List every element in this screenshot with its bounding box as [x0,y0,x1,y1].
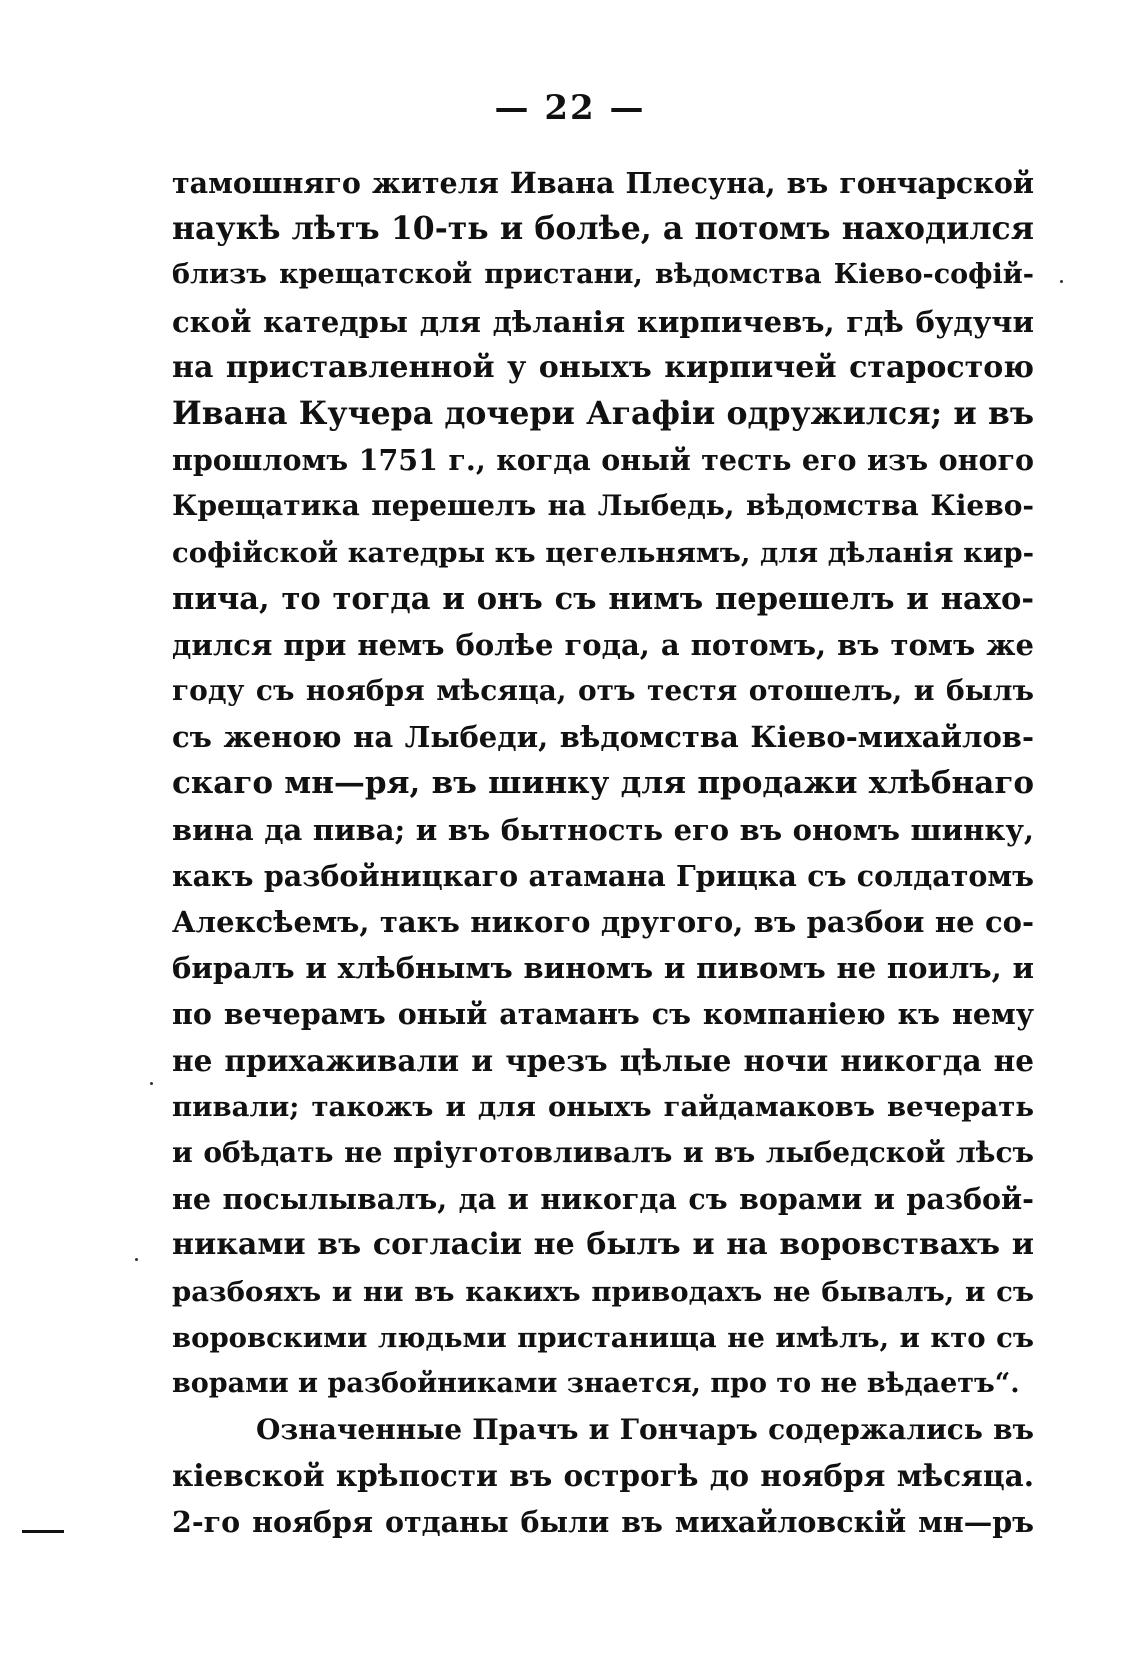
text-line: Означенные Прачъ и Гончаръ содержались въ [256,1413,1034,1447]
text-line: году съ ноября мѣсяца, отъ тестя отошелъ, и былъ [172,674,1034,708]
text-line: ворами и разбойниками знается, про то не вѣдаетъ“. [172,1367,1020,1399]
text-line: съ женою на Лыбеди, вѣдомства Кіево-михайлов- [172,720,1034,755]
page-number: — 22 — [494,88,646,128]
text-line: ской катедры для дѣланія кирпичевъ, гдѣ будучи [172,304,1034,339]
text-line: не посылывалъ, да и никогда съ ворами и разбой- [172,1182,1034,1217]
text-line: Алексѣемъ, такъ никого другого, въ разбои не со- [172,905,1034,939]
text-line: скаго мн—ря, въ шинку для продажи хлѣбнаго [172,765,1034,802]
text-line: дился при немъ болѣе года, а потомъ, въ томъ же [172,627,1034,662]
text-line: наукѣ лѣтъ 10-ть и болѣе, а потомъ находился [172,210,1034,248]
text-line: близъ крещатской пристани, вѣдомства Кіево-софій- [172,259,1034,291]
text-line: тамошняго жителя Ивана Плесуна, въ гончарской [172,166,1034,200]
text-line: биралъ и хлѣбнымъ виномъ и пивомъ не поилъ, и [172,951,1034,986]
text-line: софійской катедры къ цегельнямъ, для дѣланія кир- [172,536,1034,569]
text-line: по вечерамъ оный атаманъ съ компаніею къ нему [172,997,1034,1032]
text-line: никами въ согласіи не былъ и на воровствахъ и [172,1227,1034,1263]
scan-speck [1060,280,1063,283]
text-line: воровскими людьми пристанища не имѣлъ, и кто съ [172,1321,1034,1354]
text-line: какъ разбойницкаго атамана Грицка съ солдатомъ [172,858,1034,893]
text-line: разбояхъ и ни въ какихъ приводахъ не бывалъ, и съ [172,1275,1034,1308]
text-line: кіевской крѣпости въ острогѣ до ноября мѣсяца. [172,1458,1034,1494]
text-line: и обѣдать не пріуготовливалъ и въ лыбедской лѣсъ [172,1135,1034,1169]
text-line: не прихаживали и чрезъ цѣлые ночи никогда не [172,1042,1034,1078]
text-line: вина да пива; и въ бытность его въ ономъ шинку, [172,812,1034,847]
margin-dash-mark [22,1530,64,1533]
body-text [172,160,1034,1546]
text-line: пича, то тогда и онъ съ нимъ перешелъ и нахо- [172,580,1034,617]
scan-speck [135,1258,138,1261]
text-line: Ивана Кучера дочери Агафіи одружился; и въ [172,394,1034,432]
text-line: 2-го ноября отданы были въ михайловскій мн—ръ [172,1505,1034,1540]
text-line: Крещатика перешелъ на Лыбедь, вѣдомства Кіево- [172,489,1034,523]
text-line: пивали; такожъ и для оныхъ гайдамаковъ вечерать [172,1090,1034,1123]
text-line: на приставленной у оныхъ кирпичей старостою [172,349,1034,385]
scan-speck [150,1082,153,1085]
text-line: прошломъ 1751 г., когда оный тесть его изъ оного [172,443,1034,478]
